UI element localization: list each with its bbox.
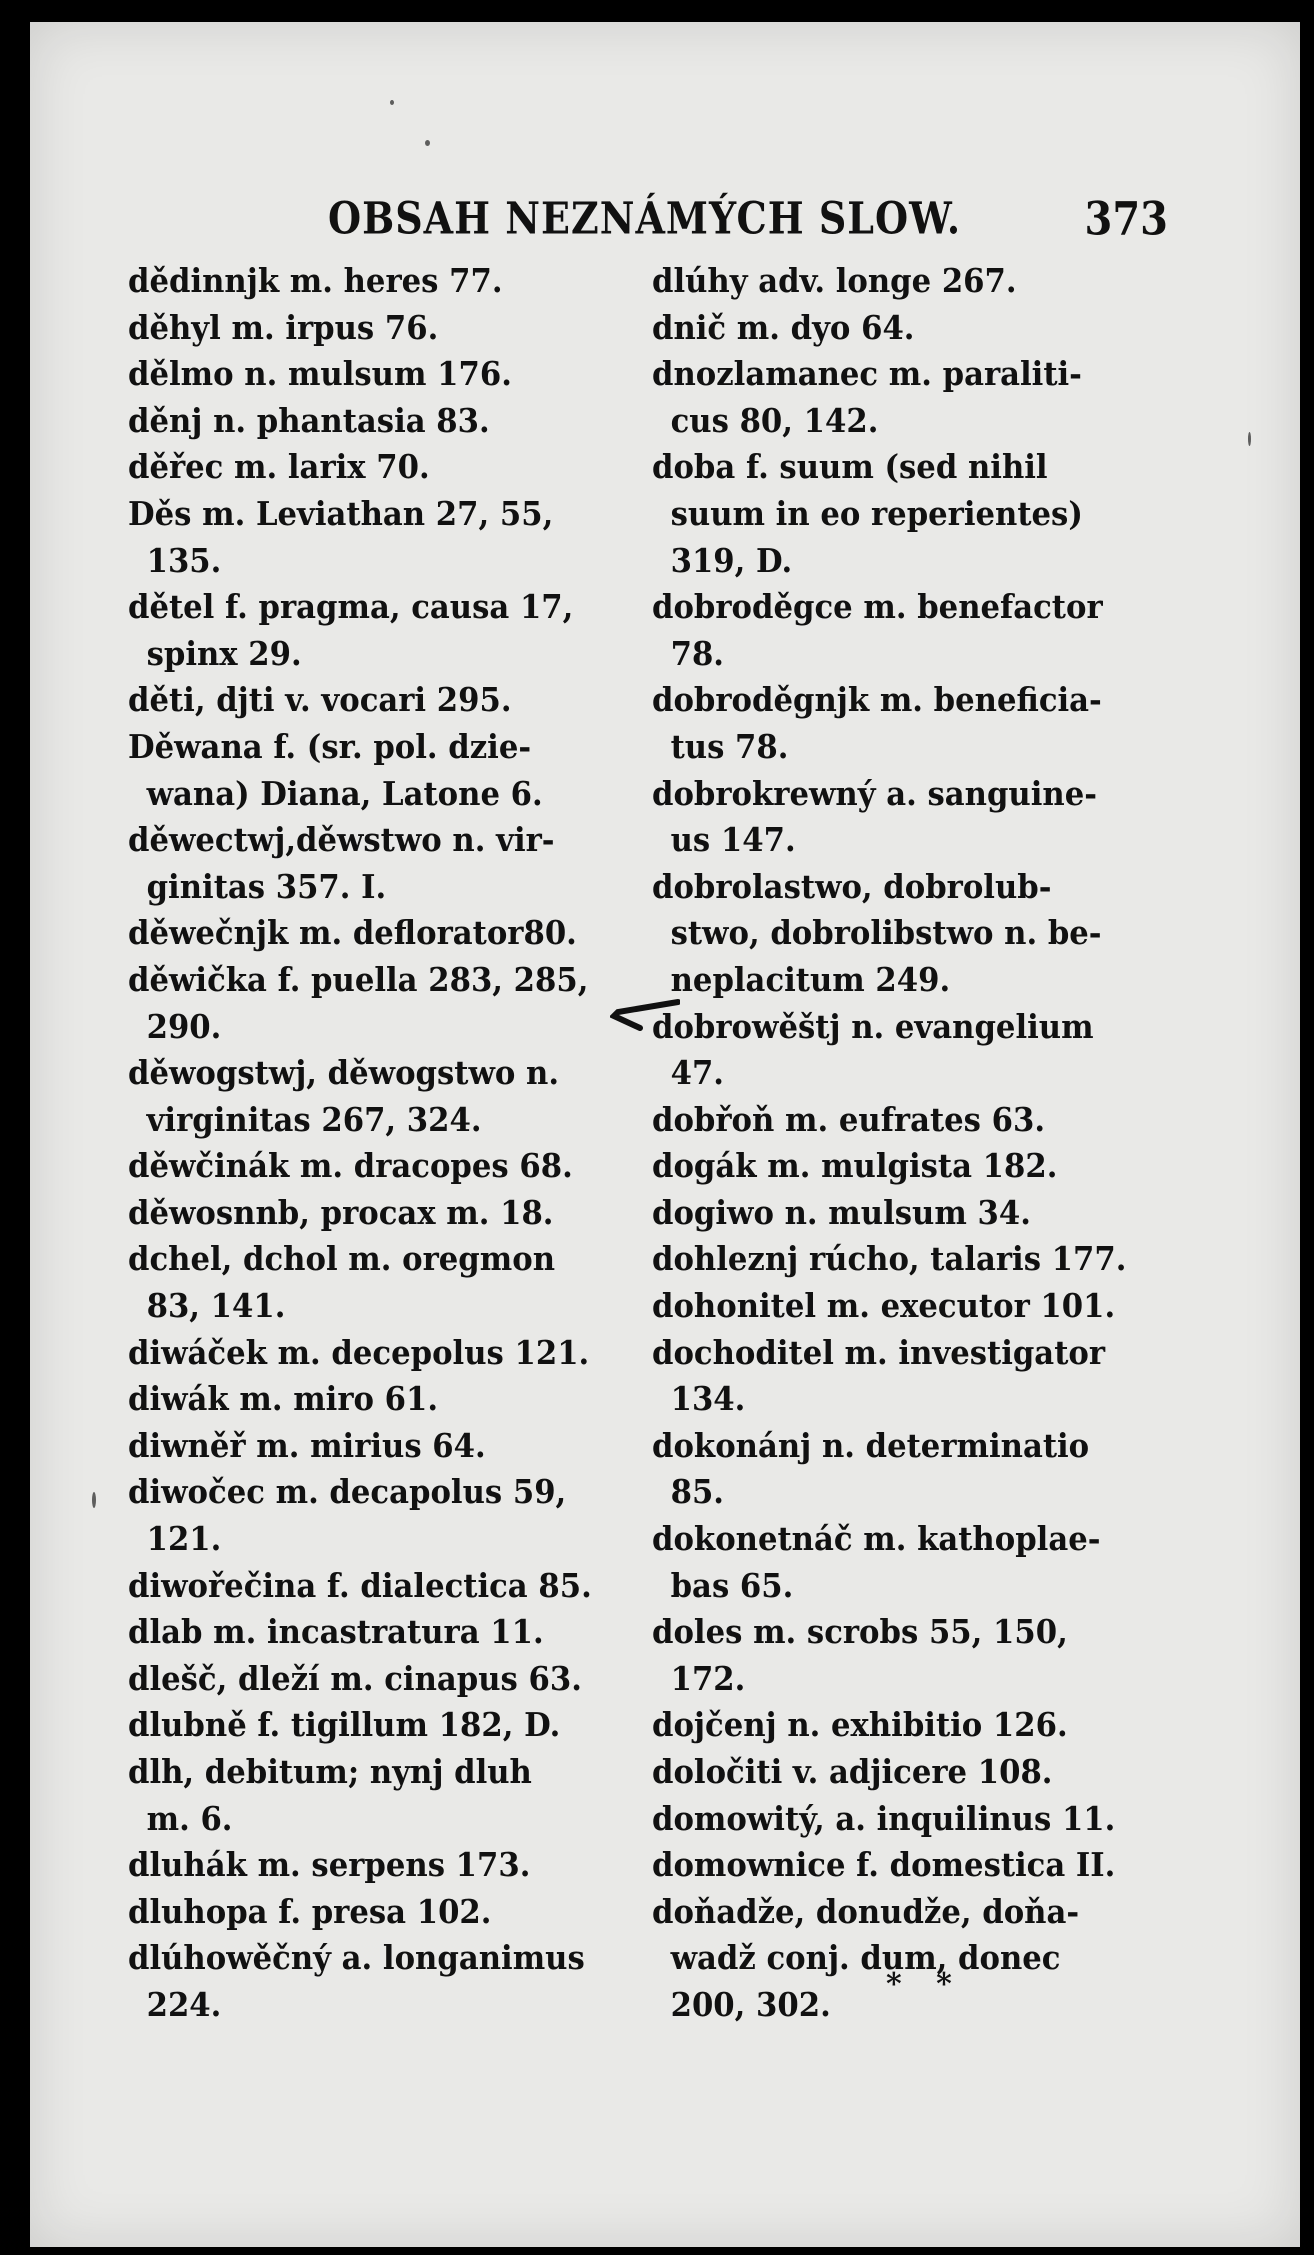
glossary-line: wadž conj. dum, donec [670,1938,1061,1978]
glossary-line: domowitý, a. inquilinus 11. [652,1798,1116,1838]
glossary-line: dogiwo n. mulsum 34. [652,1192,1031,1232]
glossary-line: 172. [670,1658,746,1698]
glossary-line: dědinnjk m. heres 77. [128,261,503,300]
glossary-line: dobroděgce m. benefactor [652,587,1103,627]
glossary-line: diwořečina f. dialectica 85. [128,1565,592,1605]
glossary-line: 78. [670,633,725,673]
glossary-line: děhyl m. irpus 76. [128,307,439,347]
glossary-line: dojčenj n. exhibitio 126. [652,1705,1068,1745]
glossary-line: neplacitum 249. [670,959,951,999]
glossary-line: dobrolastwo, dobrolub- [652,866,1052,906]
glossary-line: děwectwj,děwstwo n. vir- [128,820,555,860]
page-number: 373 [1084,192,1168,247]
glossary-line: 135. [146,540,222,580]
glossary-line: ginitas 357. I. [146,866,387,906]
glossary-line: dlešč, dleží m. cinapus 63. [128,1658,582,1698]
glossary-line: suum in eo reperientes) [670,493,1083,533]
glossary-line: Děs m. Leviathan 27, 55, [128,493,554,533]
print-speck [1248,432,1251,446]
glossary-line: dochoditel m. investigator [652,1332,1106,1372]
glossary-line: děwosnnb, procax m. 18. [128,1192,554,1232]
glossary-line: 200, 302. [670,1984,831,2024]
glossary-line: dlab m. incastratura 11. [128,1612,544,1652]
glossary-line: děwička f. puella 283, 285, [128,959,589,999]
glossary-line: dobřoň m. eufrates 63. [652,1099,1046,1139]
glossary-line: dokonánj n. determinatio [652,1425,1090,1465]
glossary-line: dchel, dchol m. oregmon [128,1239,556,1279]
glossary-line: děnj n. phantasia 83. [128,400,490,440]
print-speck [92,1492,96,1508]
glossary-line: dělmo n. mulsum 176. [128,354,512,394]
glossary-line: diwák m. miro 61. [128,1379,439,1419]
glossary-line: 290. [146,1006,222,1046]
glossary-line: us 147. [670,820,796,860]
glossary-line: děwečnjk m. deflorator80. [128,913,577,953]
glossary-line: dobroděgnjk m. beneficia- [652,680,1102,720]
glossary-line: 224. [146,1984,222,2024]
glossary-line: bas 65. [670,1565,794,1605]
glossary-line: dlh, debitum; nynj dluh [128,1752,532,1791]
glossary-line: dokonetnáč m. kathoplae- [652,1519,1101,1559]
glossary-line: določiti v. adjicere 108. [652,1752,1053,1791]
glossary-line: doba f. suum (sed nihil [652,447,1048,487]
glossary-line: 121. [146,1519,222,1559]
glossary-line: doles m. scrobs 55, 150, [652,1612,1068,1652]
glossary-line: dohonitel m. executor 101. [652,1286,1116,1326]
glossary-line: domownice f. domestica II. [652,1845,1116,1885]
print-speck [390,100,394,105]
glossary-line: spinx 29. [146,633,302,673]
glossary-line: dohleznj rúcho, talaris 177. [652,1239,1127,1279]
glossary-line: 47. [670,1053,725,1093]
book-page [30,22,1300,2247]
glossary-line: dlúhy adv. longe 267. [652,261,1017,300]
glossary-line: virginitas 267, 324. [146,1099,482,1139]
glossary-line: wana) Diana, Latone 6. [146,773,543,813]
glossary-line: stwo, dobrolibstwo n. be- [670,913,1102,953]
glossary-line: doňadže, donudže, doňa- [652,1891,1080,1931]
end-ornament: * * [886,1967,964,2002]
glossary-line: 134. [670,1379,746,1419]
glossary-line: dnič m. dyo 64. [652,307,915,347]
glossary-line: dlúhowěčný a. longanimus [128,1938,585,1978]
glossary-line: děwčinák m. dracopes 68. [128,1146,573,1186]
glossary-line: diwáček m. decepolus 121. [128,1332,590,1372]
glossary-line: dlubně f. tigillum 182, D. [128,1705,561,1745]
glossary-line: 319, D. [670,540,793,580]
glossary-line: dobrowěštj n. evangelium [652,1006,1094,1046]
left-glossary-column [128,258,638,2029]
glossary-line: dětel f. pragma, causa 17, [128,587,574,627]
glossary-line: diwočec m. decapolus 59, [128,1472,567,1512]
glossary-line: tus 78. [670,726,789,766]
running-header [328,174,1168,247]
page-title: OBSAH NEZNÁMÝCH SLOW. [328,192,962,244]
glossary-line: 83, 141. [146,1286,286,1326]
glossary-line: děřec m. larix 70. [128,447,430,487]
glossary-line: 85. [670,1472,725,1512]
glossary-line: Děwana f. (sr. pol. dzie- [128,726,532,766]
glossary-line: cus 80, 142. [670,400,879,440]
glossary-line: dogák m. mulgista 182. [652,1146,1058,1186]
glossary-line: děwogstwj, děwogstwo n. [128,1053,560,1093]
glossary-line: dnozlamanec m. paraliti- [652,354,1082,394]
glossary-line: m. 6. [146,1798,233,1838]
glossary-line: dobrokrewný a. sanguine- [652,773,1097,813]
glossary-line: děti, djti v. vocari 295. [128,680,512,720]
printed-arrow-mark [610,996,680,1032]
glossary-line: dluhopa f. presa 102. [128,1891,492,1931]
glossary-line: dluhák m. serpens 173. [128,1845,531,1885]
right-glossary-column [652,258,1174,2029]
print-speck [425,140,430,146]
glossary-line: diwněř m. mirius 64. [128,1425,486,1465]
